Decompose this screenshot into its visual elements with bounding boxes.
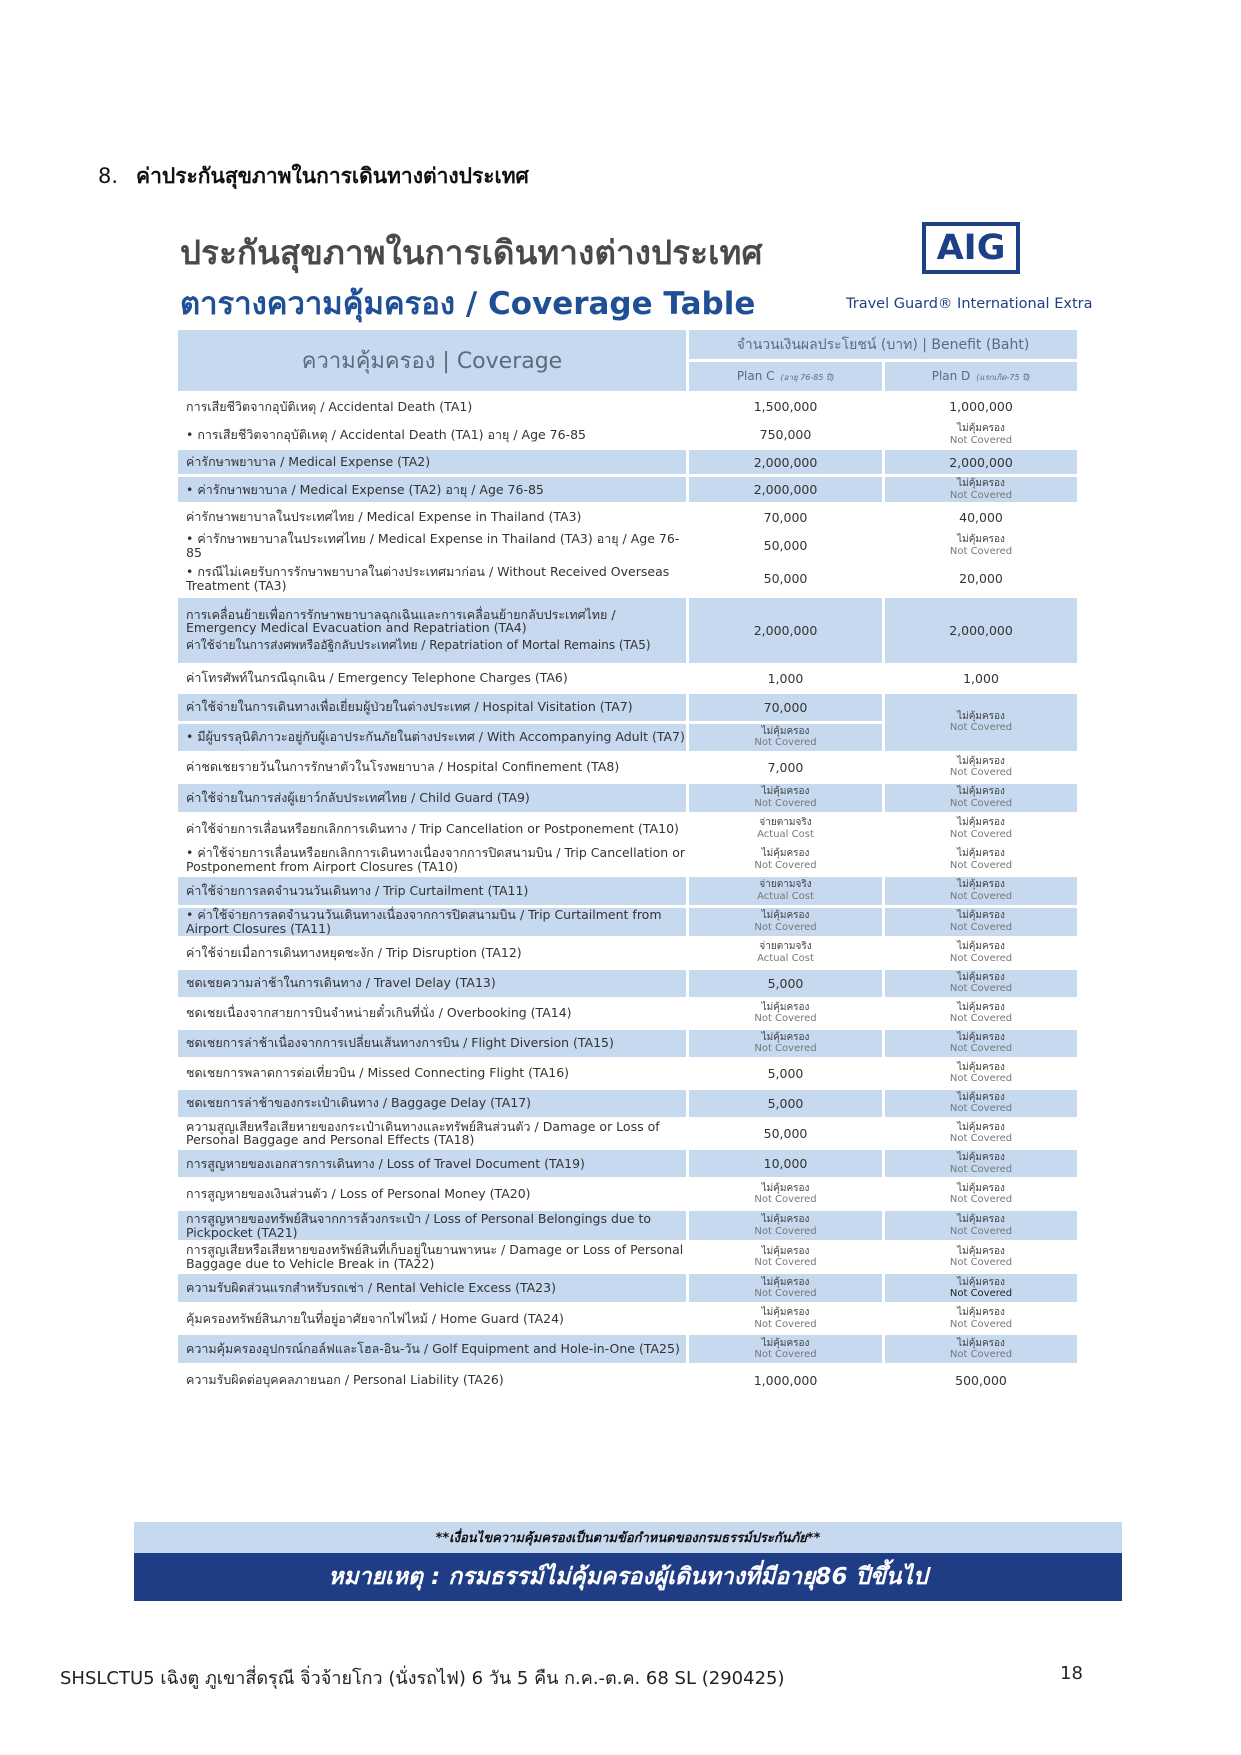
- header-plan-d: [884, 361, 1079, 393]
- table-row: [177, 875, 1079, 906]
- benefit-note-thai: ไม่คุ้มครอง: [957, 1307, 1005, 1318]
- coverage-label: [177, 1058, 688, 1088]
- coverage-label: [177, 561, 688, 596]
- table-row: [177, 1179, 1079, 1210]
- coverage-label-text: • ค่ารักษาพยาบาล / Medical Expense (TA2) อายุ / Age 76-85: [186, 481, 544, 497]
- benefit-value: 750,000: [688, 421, 884, 449]
- coverage-label: [177, 1179, 688, 1210]
- benefit-value: 2,000,000: [688, 449, 884, 476]
- coverage-label: [177, 813, 688, 844]
- benefit-value: [884, 875, 1079, 906]
- benefit-note-english: Not Covered: [754, 921, 817, 933]
- benefit-note-english: Not Covered: [754, 1349, 817, 1360]
- coverage-label: [177, 1028, 688, 1058]
- coverage-table: [175, 327, 1080, 1397]
- benefit-note-thai: ไม่คุ้มครอง: [957, 910, 1005, 921]
- coverage-label: [177, 449, 688, 476]
- coverage-label: [177, 998, 688, 1028]
- benefit-note-english: Actual Cost: [757, 890, 814, 902]
- aig-logo: AIG: [922, 222, 1020, 274]
- table-row: [177, 664, 1079, 692]
- plan-c-age: (อายุ 76-85 ปี): [780, 373, 835, 382]
- benefit-value: [688, 937, 884, 968]
- benefit-note-thai: ไม่คุ้มครอง: [957, 710, 1005, 722]
- coverage-label: [177, 596, 688, 664]
- coverage-label-text: ค่าใช้จ่ายในการส่งผู้เยาว์กลับประเทศไทย / Child Guard (TA9): [186, 789, 530, 805]
- coverage-label: [177, 692, 688, 722]
- benefit-note-english: Not Covered: [949, 1257, 1013, 1268]
- benefit-note-english: Not Covered: [949, 952, 1013, 964]
- coverage-label: [177, 531, 688, 562]
- benefit-note-english: Not Covered: [949, 890, 1013, 902]
- benefit-value: [884, 1118, 1079, 1149]
- header-plan-c: [688, 361, 884, 393]
- table-row: [177, 1210, 1079, 1242]
- coverage-label-text: ความสูญเสียหรือเสียหายของกระเป๋าเดินทางและทรัพย์สินส่วนตัว / Damage or Loss of Personal Baggage and Personal Effects (TA18): [186, 1118, 660, 1148]
- benefit-value: [884, 1149, 1079, 1179]
- table-row: [177, 1118, 1079, 1149]
- benefit-value: 50,000: [688, 1118, 884, 1149]
- benefit-value: 2,000,000: [688, 476, 884, 504]
- coverage-label-text: ค่าใช้จ่ายการเลื่อนหรือยกเลิกการเดินทาง / Trip Cancellation or Postponement (TA10): [186, 820, 679, 836]
- benefit-value: 2,000,000: [884, 449, 1079, 476]
- benefit-value: 7,000: [688, 752, 884, 782]
- table-row: [177, 782, 1079, 813]
- benefit-value: [688, 1242, 884, 1273]
- benefit-note-english: Not Covered: [754, 1194, 817, 1205]
- coverage-label-text: ชดเชยการล่าช้าเนื่องจากการเปลี่ยนเส้นทางการบิน / Flight Diversion (TA15): [186, 1035, 614, 1051]
- benefit-value: [688, 782, 884, 813]
- benefit-note-english: Not Covered: [949, 767, 1013, 778]
- benefit-note-english: Not Covered: [949, 1133, 1013, 1145]
- table-row: [177, 1058, 1079, 1088]
- coverage-label-text: ชดเชยการพลาดการต่อเที่ยวบิน / Missed Connecting Flight (TA16): [186, 1065, 570, 1081]
- benefit-value: [884, 476, 1079, 504]
- benefit-note-thai: ไม่คุ้มครอง: [761, 1182, 810, 1194]
- benefit-note-english: Not Covered: [754, 1043, 817, 1054]
- header-benefit: จำนวนเงินผลประโยชน์ (บาท) | Benefit (Baht): [688, 329, 1079, 361]
- coverage-label-text: การสูญหายของเอกสารการเดินทาง / Loss of Travel Document (TA19): [186, 1155, 585, 1171]
- table-row: [177, 937, 1079, 968]
- benefit-value: [884, 692, 1079, 752]
- footer-text: SHSLCTU5 เฉิงตู ภูเขาสี่ดรุณี จิ่วจ้ายโกว (นั่งรถไฟ) 6 วัน 5 คืน ก.ค.-ต.ค. 68 SL (290425): [60, 1668, 785, 1689]
- disclaimer: **เงื่อนไขความคุ้มครองเป็นตามข้อกำหนดของกรมธรรม์ประกันภัย**: [134, 1522, 1122, 1553]
- benefit-value: [884, 421, 1079, 449]
- benefit-note-thai: ไม่คุ้มครอง: [957, 1245, 1005, 1257]
- benefit-note-thai: ไม่คุ้มครอง: [957, 971, 1005, 983]
- benefit-note-english: Not Covered: [949, 1349, 1013, 1360]
- coverage-label: [177, 1334, 688, 1365]
- header-coverage: ความคุ้มครอง | Coverage: [177, 329, 688, 393]
- plan-d-label: Plan D: [931, 369, 971, 383]
- table-row: [177, 1028, 1079, 1058]
- coverage-label-text: • มีผู้บรรลุนิติภาวะอยู่กับผู้เอาประกันภัยในต่างประเทศ / With Accompanying Adult (TA7): [186, 729, 685, 745]
- benefit-note-thai: จ่ายตามจริง: [759, 879, 812, 890]
- table-row: [177, 596, 1079, 664]
- benefit-value: 1,000: [688, 664, 884, 692]
- table-row: [177, 692, 1079, 722]
- benefit-note-english: Not Covered: [949, 1013, 1013, 1024]
- benefit-note-english: Not Covered: [949, 921, 1013, 933]
- coverage-label: [177, 1304, 688, 1334]
- benefit-note-thai: ไม่คุ้มครอง: [957, 848, 1005, 859]
- benefit-value: 1,500,000: [688, 393, 884, 421]
- benefit-note-english: Not Covered: [949, 1225, 1013, 1237]
- benefit-note-english: Not Covered: [949, 489, 1013, 501]
- coverage-label-text: ค่าใช้จ่ายการลดจำนวนวันเดินทาง / Trip Curtailment (TA11): [186, 882, 529, 898]
- table-row: [177, 1242, 1079, 1273]
- benefit-note-thai: ไม่คุ้มครอง: [957, 1061, 1005, 1073]
- coverage-label: [177, 937, 688, 968]
- coverage-label-text: • กรณีไม่เคยรับการรักษาพยาบาลในต่างประเทศมาก่อน / Without Received Overseas Treatment (TA3): [186, 563, 670, 593]
- benefit-note-thai: ไม่คุ้มครอง: [957, 1121, 1005, 1133]
- benefit-value: [884, 1334, 1079, 1365]
- benefit-note-thai: ไม่คุ้มครอง: [957, 755, 1005, 767]
- coverage-label-text: ค่าใช้จ่ายในการเดินทางเพื่อเยี่ยมผู้ป่วยในต่างประเทศ / Hospital Visitation (TA7): [186, 699, 633, 715]
- benefit-note-english: Actual Cost: [757, 828, 814, 840]
- benefit-note-thai: ไม่คุ้มครอง: [957, 786, 1005, 797]
- table-row: [177, 844, 1079, 875]
- coverage-label-text: การเคลื่อนย้ายเพื่อการรักษาพยาบาลฉุกเฉินและการเคลื่อนย้ายกลับประเทศไทย / Emergency Medical Evacuation and Repatriation (TA4): [186, 606, 616, 636]
- benefit-note-english: Not Covered: [949, 828, 1013, 840]
- benefit-value: [884, 782, 1079, 813]
- coverage-label: [177, 1088, 688, 1118]
- benefit-note-english: Not Covered: [949, 859, 1013, 871]
- benefit-value: [688, 813, 884, 844]
- product-name: Travel Guard® International Extra: [846, 296, 1093, 312]
- benefit-note-thai: ไม่คุ้มครอง: [761, 786, 810, 797]
- benefit-note-thai: ไม่คุ้มครอง: [957, 1091, 1005, 1103]
- table-row: [177, 449, 1079, 476]
- coverage-label: [177, 906, 688, 937]
- benefit-value: 1,000: [884, 664, 1079, 692]
- page-number: 18: [1060, 1663, 1083, 1684]
- plan-d-age: (แรกเกิด-75 ปี): [976, 373, 1031, 382]
- benefit-note-english: Not Covered: [754, 1288, 817, 1299]
- benefit-value: [884, 937, 1079, 968]
- coverage-label: [177, 1118, 688, 1149]
- benefit-value: [688, 1334, 884, 1365]
- table-row: [177, 393, 1079, 421]
- benefit-value: [884, 531, 1079, 562]
- table-row: [177, 813, 1079, 844]
- section-title: ค่าประกันสุขภาพในการเดินทางต่างประเทศ: [136, 164, 529, 188]
- table-row: [177, 968, 1079, 998]
- table-row: [177, 1088, 1079, 1118]
- benefit-value: 2,000,000: [688, 596, 884, 664]
- benefit-note-thai: จ่ายตามจริง: [759, 817, 812, 828]
- remark-banner: หมายเหตุ : กรมธรรม์ไม่คุ้มครองผู้เดินทางที่มีอายุ86 ปีขึ้นไป: [134, 1553, 1122, 1601]
- coverage-label: [177, 875, 688, 906]
- benefit-value: 5,000: [688, 1058, 884, 1088]
- benefit-value: 5,000: [688, 968, 884, 998]
- benefit-note-english: Not Covered: [949, 983, 1013, 994]
- table-row: [177, 1304, 1079, 1334]
- benefit-value: 2,000,000: [884, 596, 1079, 664]
- benefit-value: 500,000: [884, 1365, 1079, 1396]
- benefit-note-thai: ไม่คุ้มครอง: [761, 848, 810, 859]
- coverage-label-text: ค่าชดเชยรายวันในการรักษาตัวในโรงพยาบาล / Hospital Confinement (TA8): [186, 759, 620, 775]
- coverage-label-text: การสูญเสียหรือเสียหายของทรัพย์สินที่เก็บอยู่ในยานพาหนะ / Damage or Loss of Personal Baggage due to Vehicle Break in (TA22): [186, 1242, 684, 1271]
- benefit-note-english: Not Covered: [949, 1073, 1013, 1084]
- benefit-note-thai: ไม่คุ้มครอง: [761, 1214, 810, 1225]
- benefit-note-thai: ไม่คุ้มครอง: [761, 1307, 810, 1318]
- benefit-note-english: Not Covered: [949, 434, 1013, 446]
- benefit-value: 5,000: [688, 1088, 884, 1118]
- benefit-note-thai: ไม่คุ้มครอง: [957, 1152, 1005, 1163]
- coverage-label: [177, 752, 688, 782]
- coverage-label: [177, 421, 688, 449]
- coverage-label: [177, 782, 688, 813]
- benefit-value: 10,000: [688, 1149, 884, 1179]
- benefit-value: [884, 813, 1079, 844]
- table-row: [177, 1149, 1079, 1179]
- benefit-note-thai: ไม่คุ้มครอง: [761, 1276, 810, 1288]
- coverage-label: [177, 476, 688, 504]
- benefit-note-thai: ไม่คุ้มครอง: [957, 478, 1005, 489]
- coverage-label-text: ชดเชยการล่าช้าของกระเป๋าเดินทาง / Baggage Delay (TA17): [186, 1095, 532, 1111]
- benefit-note-thai: ไม่คุ้มครอง: [761, 725, 810, 737]
- coverage-label-text: ค่าโทรศัพท์ในกรณีฉุกเฉิน / Emergency Telephone Charges (TA6): [186, 670, 568, 686]
- benefit-note-thai: ไม่คุ้มครอง: [957, 1182, 1005, 1194]
- coverage-label-text: ชดเชยความล่าช้าในการเดินทาง / Travel Delay (TA13): [186, 975, 496, 991]
- coverage-label: [177, 844, 688, 875]
- benefit-note-english: Not Covered: [754, 737, 817, 748]
- table-row: [177, 1334, 1079, 1365]
- benefit-note-thai: ไม่คุ้มครอง: [957, 941, 1005, 952]
- benefit-note-english: Not Covered: [949, 1288, 1013, 1299]
- benefit-note-thai: ไม่คุ้มครอง: [761, 1337, 810, 1349]
- benefit-note-english: Not Covered: [754, 1318, 817, 1330]
- benefit-note-thai: จ่ายตามจริง: [759, 941, 812, 952]
- benefit-note-english: Not Covered: [949, 722, 1013, 733]
- benefit-value: [688, 1179, 884, 1210]
- coverage-label: [177, 393, 688, 421]
- benefit-value: 1,000,000: [884, 393, 1079, 421]
- benefit-value: [688, 1028, 884, 1058]
- section-heading: [98, 160, 529, 193]
- benefit-value: 70,000: [688, 692, 884, 722]
- benefit-note-english: Not Covered: [754, 1257, 817, 1268]
- table-row: [177, 476, 1079, 504]
- benefit-note-thai: ไม่คุ้มครอง: [761, 1031, 810, 1043]
- benefit-value: [688, 1273, 884, 1304]
- coverage-label-text: ค่ารักษาพยาบาลในประเทศไทย / Medical Expense in Thailand (TA3): [186, 509, 582, 525]
- benefit-value: [688, 906, 884, 937]
- coverage-label-text: ความรับผิดส่วนแรกสำหรับรถเช่า / Rental Vehicle Excess (TA23): [186, 1280, 556, 1296]
- benefit-note-thai: ไม่คุ้มครอง: [957, 1276, 1005, 1288]
- benefit-note-thai: ไม่คุ้มครอง: [957, 879, 1005, 890]
- benefit-note-thai: ไม่คุ้มครอง: [957, 1337, 1005, 1349]
- coverage-label-text: การสูญหายของทรัพย์สินจากการล้วงกระเป๋า / Loss of Personal Belongings due to Pickpocket (TA21): [186, 1210, 652, 1240]
- title-thai: ประกันสุขภาพในการเดินทางต่างประเทศ: [180, 233, 763, 272]
- coverage-label: [177, 1210, 688, 1242]
- coverage-label: [177, 1365, 688, 1396]
- benefit-note-thai: ไม่คุ้มครอง: [957, 534, 1005, 546]
- benefit-note-thai: ไม่คุ้มครอง: [957, 1214, 1005, 1225]
- coverage-label-text: การเสียชีวิตจากอุบัติเหตุ / Accidental Death (TA1): [186, 398, 473, 414]
- benefit-value: [884, 1058, 1079, 1088]
- benefit-value: [884, 1242, 1079, 1273]
- benefit-note-thai: ไม่คุ้มครอง: [957, 423, 1005, 434]
- coverage-label-text: ชดเชยเนื่องจากสายการบินจำหน่ายตั๋วเกินที่นั่ง / Overbooking (TA14): [186, 1005, 572, 1021]
- benefit-value: [884, 1028, 1079, 1058]
- benefit-note-english: Not Covered: [949, 1043, 1013, 1054]
- benefit-note-english: Actual Cost: [757, 952, 814, 964]
- coverage-label: [177, 1149, 688, 1179]
- coverage-label-text: ค่าใช้จ่ายเมื่อการเดินทางหยุดชะงัก / Trip Disruption (TA12): [186, 944, 522, 960]
- benefit-value: 20,000: [884, 561, 1079, 596]
- benefit-note-english: Not Covered: [949, 1163, 1013, 1175]
- benefit-note-thai: ไม่คุ้มครอง: [761, 910, 810, 921]
- coverage-label-text: คุ้มครองทรัพย์สินภายในที่อยู่อาศัยจากไฟไหม้ / Home Guard (TA24): [186, 1310, 564, 1326]
- benefit-value: [884, 1179, 1079, 1210]
- coverage-label-text: ความรับผิดต่อบุคคลภายนอก / Personal Liability (TA26): [186, 1372, 504, 1388]
- section-number: 8.: [98, 164, 119, 188]
- coverage-label-text: ค่ารักษาพยาบาล / Medical Expense (TA2): [186, 454, 431, 470]
- benefit-value: [884, 752, 1079, 782]
- benefit-note-english: Not Covered: [754, 797, 817, 809]
- coverage-label-text: • ค่ารักษาพยาบาลในประเทศไทย / Medical Expense in Thailand (TA3) อายุ / Age 76-85: [186, 531, 680, 560]
- benefit-note-english: Not Covered: [754, 1225, 817, 1237]
- table-row: [177, 752, 1079, 782]
- benefit-value: [884, 906, 1079, 937]
- table-body: [177, 393, 1079, 1396]
- benefit-note-english: Not Covered: [754, 1013, 817, 1024]
- title-english: ตารางความคุ้มครอง / Coverage Table: [180, 286, 756, 322]
- benefit-value: [884, 1088, 1079, 1118]
- benefit-value: 70,000: [688, 504, 884, 531]
- coverage-label: [177, 968, 688, 998]
- benefit-note-english: Not Covered: [949, 1194, 1013, 1205]
- benefit-value: [688, 844, 884, 875]
- coverage-label-text: • การเสียชีวิตจากอุบัติเหตุ / Accidental Death (TA1) อายุ / Age 76-85: [186, 426, 587, 442]
- benefit-note-thai: ไม่คุ้มครอง: [761, 1001, 810, 1013]
- table-row: [177, 906, 1079, 937]
- coverage-label-text: • ค่าใช้จ่ายการเลื่อนหรือยกเลิกการเดินทางเนื่องจากการปิดสนามบิน / Trip Cancellation or Postponement from Airport Closures (TA10): [186, 844, 685, 874]
- benefit-value: 50,000: [688, 561, 884, 596]
- coverage-label: [177, 664, 688, 692]
- benefit-note-thai: ไม่คุ้มครอง: [957, 1001, 1005, 1013]
- benefit-value: [884, 844, 1079, 875]
- benefit-value: [688, 1304, 884, 1334]
- benefit-note-thai: ไม่คุ้มครอง: [761, 1245, 810, 1257]
- table-row: [177, 998, 1079, 1028]
- coverage-label-text: • ค่าใช้จ่ายการลดจำนวนวันเดินทางเนื่องจากการปิดสนามบิน / Trip Curtailment from Airport Closures (TA11): [186, 906, 662, 936]
- benefit-value: 50,000: [688, 531, 884, 562]
- coverage-label: [177, 1242, 688, 1273]
- benefit-note-english: Not Covered: [949, 545, 1013, 557]
- benefit-note-english: Not Covered: [949, 1318, 1013, 1330]
- table-row: [177, 531, 1079, 562]
- table-row: [177, 421, 1079, 449]
- plan-c-label: Plan C: [736, 369, 775, 383]
- table-row: [177, 1365, 1079, 1396]
- benefit-value: [884, 968, 1079, 998]
- coverage-label-text: การสูญหายของเงินส่วนตัว / Loss of Personal Money (TA20): [186, 1186, 531, 1202]
- benefit-value: [688, 722, 884, 752]
- coverage-label-text: ความคุ้มครองอุปกรณ์กอล์ฟและโฮล-อิน-วัน / Golf Equipment and Hole-in-One (TA25): [186, 1341, 680, 1357]
- table-row: [177, 561, 1079, 596]
- benefit-value: [688, 998, 884, 1028]
- benefit-value: [884, 1273, 1079, 1304]
- coverage-label-text: ค่าใช้จ่ายในการส่งศพหรืออัฐิกลับประเทศไทย / Repatriation of Mortal Remains (TA5): [186, 638, 651, 653]
- table-row: [177, 1273, 1079, 1304]
- benefit-note-thai: ไม่คุ้มครอง: [957, 1031, 1005, 1043]
- benefit-value: [884, 1210, 1079, 1242]
- benefit-note-english: Not Covered: [949, 1103, 1013, 1114]
- benefit-note-english: Not Covered: [949, 797, 1013, 809]
- coverage-label: [177, 722, 688, 752]
- benefit-note-thai: ไม่คุ้มครอง: [957, 817, 1005, 828]
- benefit-value: [884, 1304, 1079, 1334]
- coverage-label: [177, 504, 688, 531]
- benefit-value: [884, 998, 1079, 1028]
- benefit-value: 1,000,000: [688, 1365, 884, 1396]
- benefit-note-english: Not Covered: [754, 859, 817, 871]
- benefit-value: 40,000: [884, 504, 1079, 531]
- table-row: [177, 504, 1079, 531]
- coverage-label: [177, 1273, 688, 1304]
- benefit-value: [688, 875, 884, 906]
- benefit-value: [688, 1210, 884, 1242]
